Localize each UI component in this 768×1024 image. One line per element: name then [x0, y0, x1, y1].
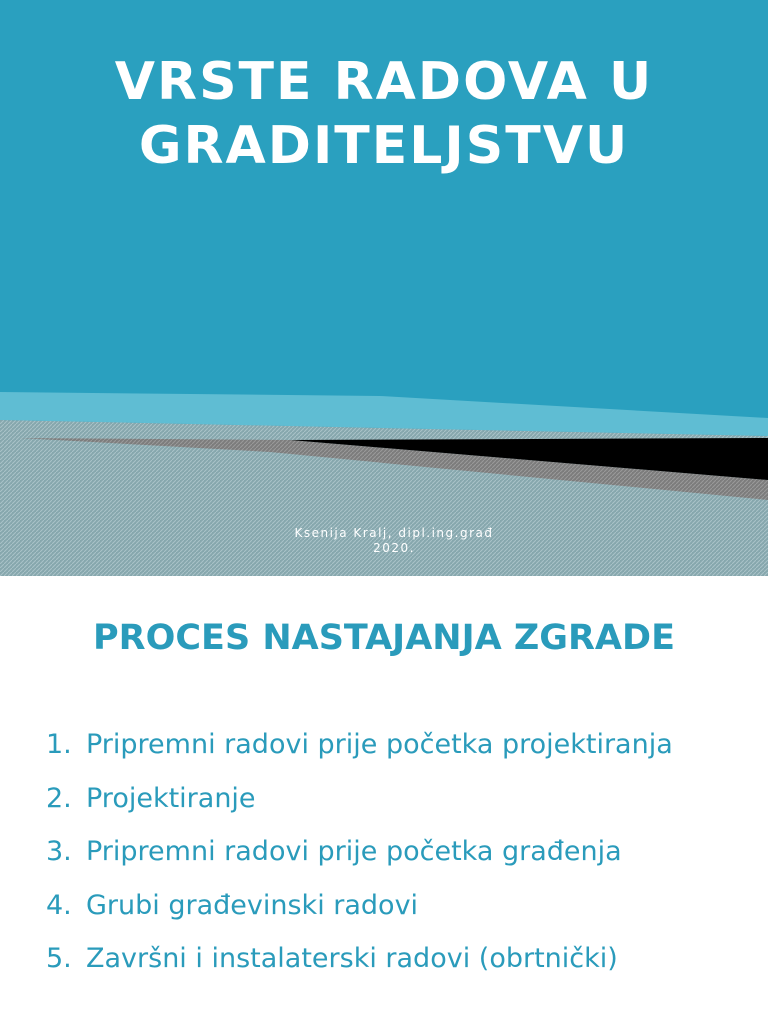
list-item-number: 2.: [46, 782, 72, 814]
list-item: [46, 718, 756, 772]
author-label: Ksenija Kralj, dipl.ing.građ: [294, 526, 494, 540]
list-item-number: 4.: [46, 889, 72, 921]
content-slide: [0, 576, 768, 1024]
list-item-number: 3.: [46, 836, 72, 867]
list-item-number: 1.: [46, 729, 72, 760]
content-heading: PROCES NASTAJANJA ZGRADE: [93, 618, 675, 658]
list-item-text: Pripremni radovi prije početka projektiranja: [86, 729, 673, 760]
list-item: [46, 772, 756, 826]
slide-title-line1: VRSTE RADOVA U: [114, 52, 654, 112]
slide-subtitle: [0, 526, 768, 556]
slide-title-line2: GRADITELJSTVU: [138, 116, 630, 176]
list-item: [46, 932, 756, 986]
list-item: [46, 825, 756, 879]
slide-title: [0, 50, 768, 178]
list-item-number: 5.: [46, 943, 72, 974]
list-item-text: Završni i instalaterski radovi (obrtnički): [86, 943, 618, 974]
list-item-text: Pripremni radovi prije početka građenja: [86, 836, 622, 867]
list-item: [46, 879, 756, 933]
year-label: 2020.: [373, 541, 415, 555]
list-item-text: Projektiranje: [86, 782, 256, 814]
list-item-text: Grubi građevinski radovi: [86, 889, 419, 921]
process-list: [46, 718, 756, 986]
